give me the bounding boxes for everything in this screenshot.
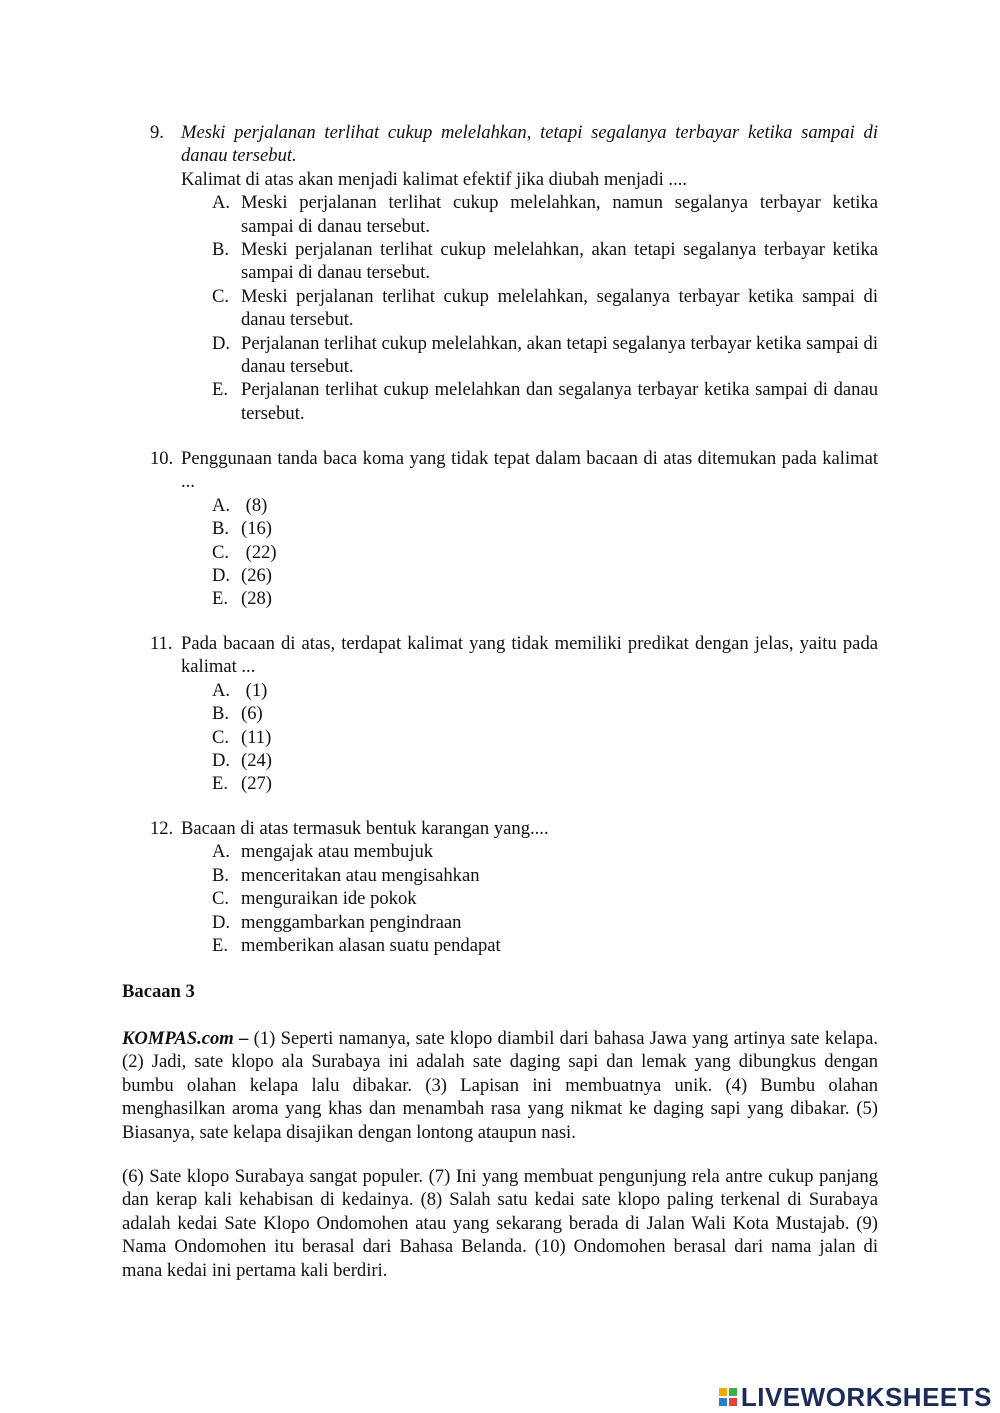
option-b[interactable] [212, 238, 878, 285]
question-number: 10. [150, 448, 174, 469]
option-c[interactable] [212, 887, 878, 910]
option-label: E. [212, 773, 229, 795]
option-label: D. [212, 911, 231, 933]
option-text: Perjalanan terlihat cukup melelahkan dan segalanya terbayar ketika sampai di danau tersebut. [241, 379, 878, 424]
option-list [181, 679, 878, 796]
option-label: D. [212, 565, 231, 587]
option-text: mengajak atau membujuk [241, 841, 434, 863]
question-stem: Penggunaan tanda baca koma yang tidak tepat dalam bacaan di atas ditemukan pada kalimat ... [181, 448, 878, 493]
logo-block [729, 1398, 737, 1406]
question-10 [150, 447, 878, 611]
option-e[interactable] [212, 378, 878, 425]
option-text: (16) [241, 518, 272, 540]
question-number: 11. [150, 633, 173, 654]
option-label: E. [212, 379, 229, 401]
option-text: menggambarkan pengindraan [241, 911, 462, 933]
paragraph-text: (6) Sate klopo Surabaya sangat populer. (7) Ini yang membuat pengunjung rela antre cukup panjang dan kerap kali kehabisan di kedainya. (8) Salah satu kedai sate klopo paling terkenal di Surabaya adalah kedai Sate Klopo Ondomohen atau yang sekarang berada di Jalan Wali Kota Mustajab. (9) Nama Ondomohen itu berasal dari Bahasa Belanda. (10) Ondomohen berasal dari nama jalan di mana kedai ini pertama kali berdiri. [122, 1166, 878, 1281]
option-d[interactable] [212, 564, 878, 587]
option-text: menceritakan atau mengisahkan [241, 864, 480, 886]
option-e[interactable] [212, 587, 878, 610]
question-11 [150, 632, 878, 796]
question-number: 9. [150, 122, 164, 143]
option-label: B. [212, 703, 230, 725]
option-e[interactable] [212, 772, 878, 795]
question-9 [150, 121, 878, 425]
option-label: C. [212, 726, 230, 748]
option-label: B. [212, 864, 230, 886]
option-text: (1) [241, 679, 268, 701]
option-label: C. [212, 285, 230, 307]
option-label: B. [212, 239, 230, 261]
option-text: (28) [241, 588, 272, 610]
option-text: memberikan alasan suatu pendapat [241, 935, 501, 957]
option-label: E. [212, 588, 229, 610]
option-b[interactable] [212, 702, 878, 725]
question-number: 12. [150, 818, 174, 839]
option-a[interactable] [212, 494, 878, 517]
option-list [181, 191, 878, 425]
option-d[interactable] [212, 332, 878, 379]
reading-paragraph-2 [122, 1165, 878, 1282]
option-list [181, 494, 878, 611]
option-label: D. [212, 750, 231, 772]
option-text: Meski perjalanan terlihat cukup melelahkan, namun segalanya terbayar ketika sampai di danau tersebut. [241, 192, 878, 237]
option-text: Meski perjalanan terlihat cukup melelahkan, segalanya terbayar ketika sampai di danau tersebut. [241, 285, 878, 331]
option-c[interactable] [212, 726, 878, 749]
option-d[interactable] [212, 749, 878, 772]
option-text: (6) [241, 703, 263, 725]
option-text: Meski perjalanan terlihat cukup melelahkan, akan tetapi segalanya terbayar ketika sampai di danau tersebut. [241, 239, 878, 284]
paragraph-text: (1) Seperti namanya, sate klopo diambil dari bahasa Jawa yang artinya sate kelapa. (2) Jadi, sate klopo ala Surabaya ini adalah sate daging sapi dan lemak yang dibungkus dengan bumbu olahan kelapa lalu dibakar. (3) Lapisan ini membuatnya unik. (4) Bumbu olahan menghasilkan aroma yang khas dan menambah rasa yang nikmat ke daging sapi yang dibakar. (5) Biasanya, sate kelapa disajikan dengan lontong ataupun nasi. [122, 1028, 878, 1143]
reading-paragraph-1 [122, 1027, 878, 1144]
option-label: A. [212, 841, 231, 863]
question-stem: Pada bacaan di atas, terdapat kalimat yang tidak memiliki predikat dengan jelas, yaitu pada kalimat ... [181, 633, 878, 678]
option-text: menguraikan ide pokok [241, 888, 417, 910]
logo-block [729, 1388, 737, 1396]
logo-block [719, 1388, 727, 1396]
option-label: C. [212, 541, 230, 563]
source-name: KOMPAS.com [122, 1028, 234, 1049]
option-c[interactable] [212, 541, 878, 564]
option-label: C. [212, 888, 230, 910]
option-label: B. [212, 518, 230, 540]
option-a[interactable] [212, 679, 878, 702]
logo-text: LIVEWORKSHEETS [740, 1381, 992, 1412]
option-label: E. [212, 935, 229, 957]
option-text: (24) [241, 750, 272, 772]
liveworksheets-logo [719, 1381, 992, 1412]
option-text: (11) [241, 726, 272, 748]
question-stem: Bacaan di atas termasuk bentuk karangan yang.... [181, 818, 549, 839]
option-text: Perjalanan terlihat cukup melelahkan, akan tetapi segalanya terbayar ketika sampai di danau tersebut. [241, 332, 878, 378]
option-text: (22) [241, 541, 277, 563]
option-list [181, 840, 878, 957]
option-label: A. [212, 679, 231, 701]
option-e[interactable] [212, 934, 878, 957]
question-12 [150, 817, 878, 957]
option-label: A. [212, 192, 231, 214]
option-b[interactable] [212, 517, 878, 540]
source-dash: – [233, 1028, 254, 1049]
reading-heading: Bacaan 3 [122, 981, 195, 1002]
option-a[interactable] [212, 840, 878, 863]
option-text: (8) [241, 494, 268, 516]
option-c[interactable] [212, 285, 878, 332]
option-label: D. [212, 332, 231, 354]
option-b[interactable] [212, 864, 878, 887]
option-text: (27) [241, 773, 272, 795]
option-a[interactable] [212, 191, 878, 238]
option-text: (26) [241, 565, 272, 587]
question-sentence: Meski perjalanan terlihat cukup melelahkan, tetapi segalanya terbayar ketika sampai di danau tersebut. [181, 122, 878, 167]
option-label: A. [212, 494, 231, 516]
option-d[interactable] [212, 911, 878, 934]
logo-block [719, 1398, 727, 1406]
question-stem: Kalimat di atas akan menjadi kalimat efektif jika diubah menjadi .... [181, 168, 687, 190]
logo-blocks-icon [719, 1388, 737, 1406]
